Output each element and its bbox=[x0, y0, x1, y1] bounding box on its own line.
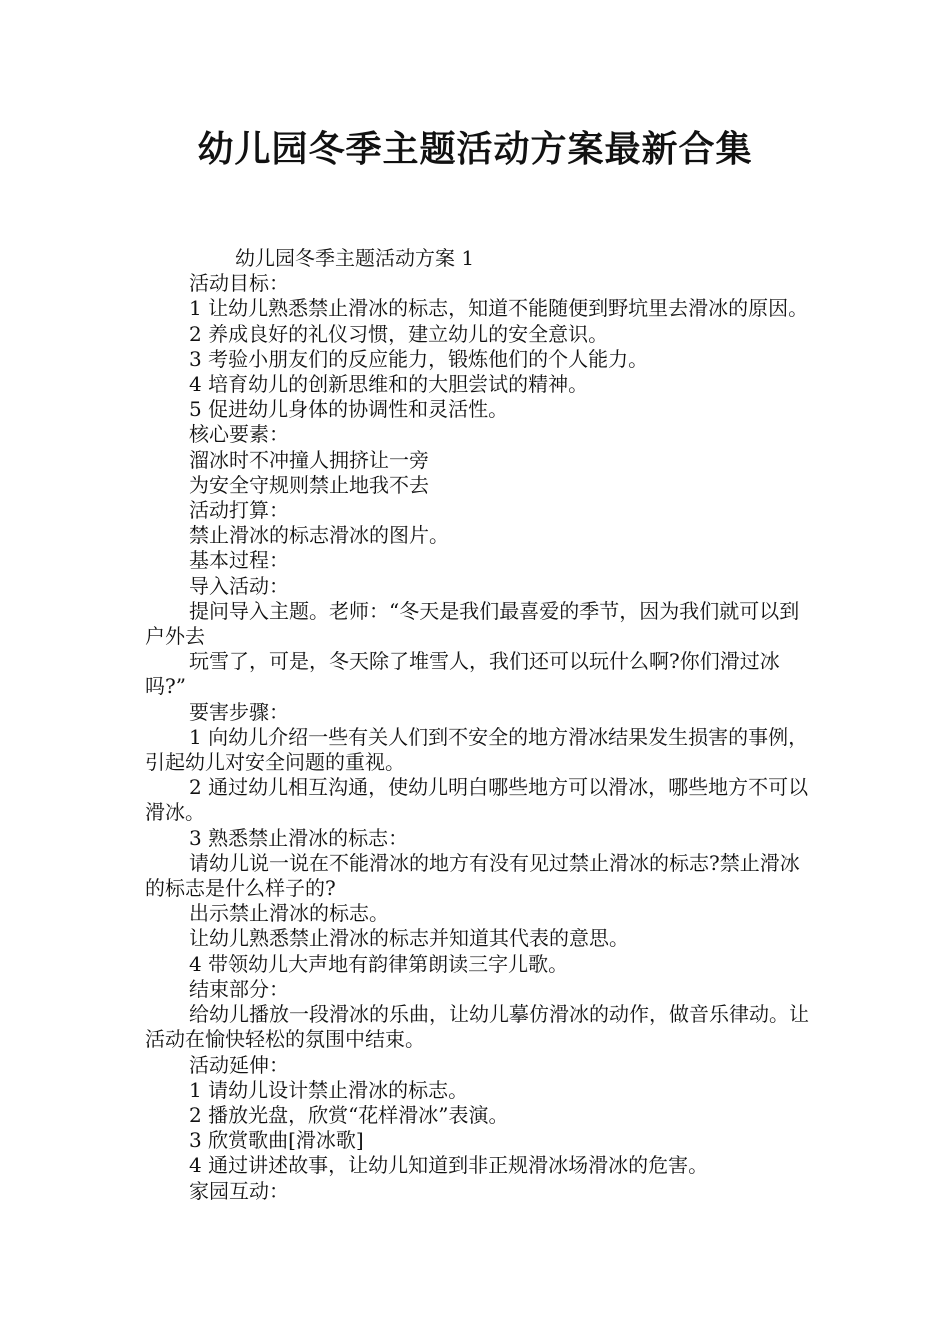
paragraph-goal-2: 2 养成良好的礼仪习惯，建立幼儿的安全意识。 bbox=[189, 321, 609, 346]
paragraph-ending: 给幼儿播放一段滑冰的乐曲，让幼儿摹仿滑冰的动作，做音乐律动。让活动在愉快轻松的氛围中结束。 bbox=[145, 1002, 809, 1052]
document-body bbox=[145, 246, 810, 1204]
paragraph-goal-3: 3 考验小朋友们的反应能力，锻炼他们的个人能力。 bbox=[189, 346, 649, 371]
paragraph-goal-4: 4 培育幼儿的创新思维和的大胆尝试的精神。 bbox=[189, 372, 589, 397]
paragraph-extension-1: 1 请幼儿设计禁止滑冰的标志。 bbox=[189, 1077, 469, 1102]
paragraph-step-3: 3 熟悉禁止滑冰的标志： bbox=[189, 825, 409, 850]
paragraph-activity-prep: 禁止滑冰的标志滑冰的图片。 bbox=[189, 523, 449, 548]
paragraph-extension-3: 3 欣赏歌曲[滑冰歌] bbox=[189, 1128, 364, 1153]
paragraph-activity-goals-heading: 活动目标： bbox=[189, 271, 289, 296]
paragraph-ending-heading: 结束部分： bbox=[189, 976, 289, 1001]
paragraph-step-2: 2 通过幼儿相互沟通，使幼儿明白哪些地方可以滑冰，哪些地方不可以滑冰。 bbox=[145, 775, 809, 825]
paragraph-step-3-learn: 让幼儿熟悉禁止滑冰的标志并知道其代表的意思。 bbox=[189, 926, 629, 951]
paragraph-home-interaction-heading: 家园互动： bbox=[189, 1178, 289, 1203]
paragraph-goal-1: 1 让幼儿熟悉禁止滑冰的标志，知道不能随便到野坑里去滑冰的原因。 bbox=[189, 296, 809, 321]
paragraph-core-element-2: 为安全守规则禁止地我不去 bbox=[189, 472, 429, 497]
paragraph-step-3-show: 出示禁止滑冰的标志。 bbox=[189, 901, 389, 926]
paragraph-goal-5: 5 促进幼儿身体的协调性和灵活性。 bbox=[189, 397, 509, 422]
paragraph-extension-2: 2 播放光盘，欣赏“花样滑冰”表演。 bbox=[189, 1102, 509, 1127]
paragraph-extension-4: 4 通过讲述故事，让幼儿知道到非正规滑冰场滑冰的危害。 bbox=[189, 1153, 709, 1178]
paragraph-step-4: 4 带领幼儿大声地有韵律第朗读三字儿歌。 bbox=[189, 951, 569, 976]
paragraph-intro-activity-heading: 导入活动： bbox=[189, 573, 289, 598]
paragraph-intro-question-2: 玩雪了，可是，冬天除了堆雪人，我们还可以玩什么啊?你们滑过冰吗?” bbox=[145, 649, 780, 699]
paragraph-step-1: 1 向幼儿介绍一些有关人们到不安全的地方滑冰结果发生损害的事例，引起幼儿对安全问题的重视。 bbox=[145, 724, 809, 775]
paragraph-key-steps-heading: 要害步骤： bbox=[189, 699, 289, 724]
paragraph-step-3-ask: 请幼儿说一说在不能滑冰的地方有没有见过禁止滑冰的标志?禁止滑冰的标志是什么样子的? bbox=[145, 850, 800, 901]
paragraph-core-elements-heading: 核心要素： bbox=[189, 422, 289, 447]
paragraph-intro-question-1: 提问导入主题。老师：“冬天是我们最喜爱的季节，因为我们就可以到户外去 bbox=[145, 598, 800, 649]
document-title: 幼儿园冬季主题活动方案最新合集 bbox=[197, 129, 753, 170]
paragraph-extension-heading: 活动延伸： bbox=[189, 1052, 289, 1077]
section-title: 幼儿园冬季主题活动方案 1 bbox=[235, 246, 475, 270]
paragraph-activity-prep-heading: 活动打算： bbox=[189, 498, 289, 523]
paragraph-core-element-1: 溜冰时不冲撞人拥挤让一旁 bbox=[189, 447, 429, 472]
paragraph-basic-process-heading: 基本过程： bbox=[189, 548, 289, 573]
